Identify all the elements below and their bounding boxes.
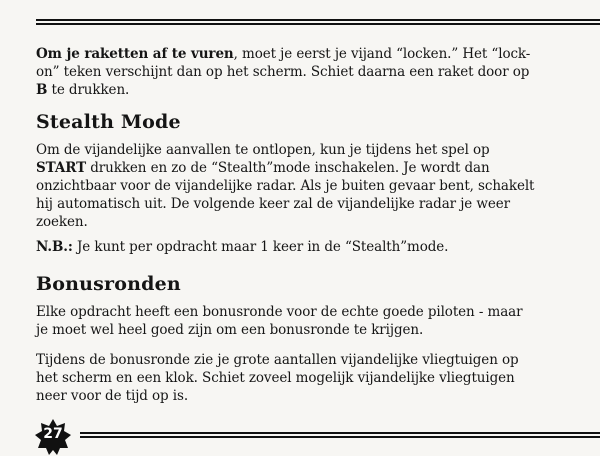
missile-key: B — [36, 82, 48, 98]
stealth-heading: Stealth Mode — [36, 111, 181, 133]
missile-text-2: te drukken. — [47, 82, 130, 98]
nb-paragraph — [36, 238, 536, 256]
stealth-key: START — [36, 160, 87, 176]
missile-text-1: , moet je eerst je vijand “locken.” Het “lock-on” teken verschijnt dan op het scherm. Schiet daarna een raket door op — [36, 46, 531, 80]
stealth-paragraph — [36, 141, 536, 231]
missile-paragraph — [36, 45, 536, 99]
page-number: 27 — [43, 426, 63, 442]
stealth-text-1: Om de vijandelijke aanvallen te ontlopen, kun je tijdens het spel op — [36, 142, 490, 158]
bonus-paragraph-1: Elke opdracht heeft een bonusronde voor de echte goede piloten - maar je moet wel heel goed zijn om een bonusronde te krijgen. — [36, 304, 523, 338]
nb-label: N.B.: — [36, 239, 73, 255]
nb-text: Je kunt per opdracht maar 1 keer in de “Stealth”mode. — [72, 239, 449, 255]
bonus-paragraph-2: Tijdens de bonusronde zie je grote aantallen vijandelijke vliegtuigen op het scherm en een klok. Schiet zoveel mogelijk vijandelijke vliegtuigen neer voor de tijd op is. — [36, 352, 519, 404]
stealth-text-2: drukken en zo de “Stealth”mode inschakelen. Je wordt dan onzichtbaar voor de vijandelijke radar. Als je buiten gevaar bent, schakelt hij automatisch uit. De volgende keer zal de vijandelijke radar je weer zoeken. — [36, 160, 535, 230]
missile-bold-phrase: Om je raketten af te vuren — [36, 46, 234, 62]
top-double-rule — [36, 19, 600, 25]
bonus-heading: Bonusronden — [36, 273, 181, 295]
bottom-double-rule — [80, 432, 600, 438]
